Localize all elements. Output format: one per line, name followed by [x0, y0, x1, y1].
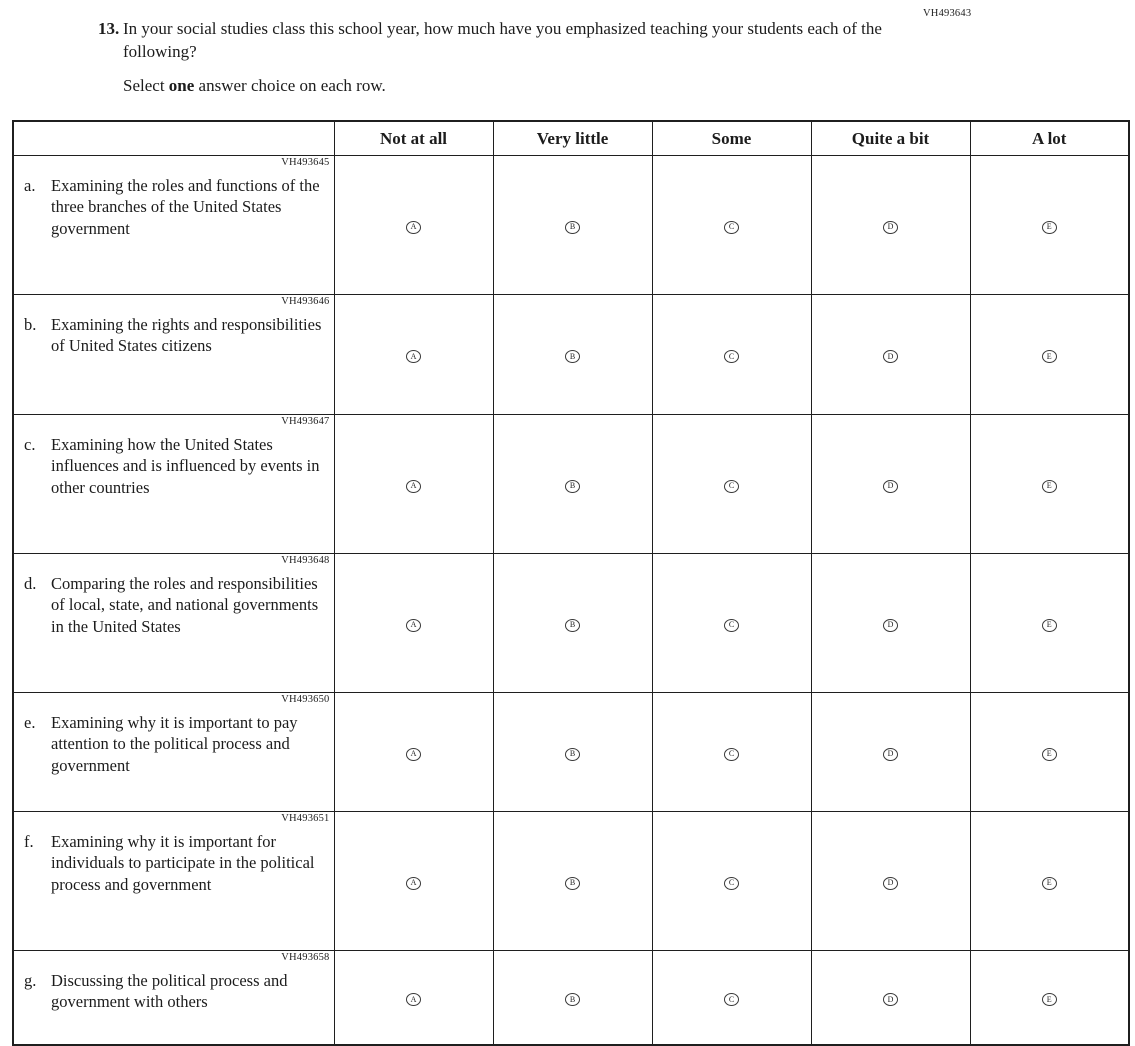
- option-cell-d: [811, 295, 970, 415]
- header-quite-a-bit: Quite a bit: [811, 121, 970, 156]
- option-bubble-c[interactable]: C: [724, 480, 739, 493]
- option-cell-b: [493, 554, 652, 693]
- header-not-at-all: Not at all: [334, 121, 493, 156]
- header-some: Some: [652, 121, 811, 156]
- option-bubble-c[interactable]: C: [724, 877, 739, 890]
- item-cell: [13, 693, 334, 812]
- option-cell-e: [970, 295, 1129, 415]
- row-text: Examining the rights and responsibilities of United States citizens: [51, 315, 322, 356]
- header-a-lot: A lot: [970, 121, 1129, 156]
- table-row: [13, 554, 1129, 693]
- table-row: [13, 951, 1129, 1046]
- option-bubble-e[interactable]: E: [1042, 877, 1057, 890]
- table-row: [13, 156, 1129, 295]
- option-cell-a: [334, 693, 493, 812]
- option-cell-d: [811, 951, 970, 1046]
- option-bubble-a[interactable]: A: [406, 350, 421, 363]
- option-bubble-b[interactable]: B: [565, 877, 580, 890]
- table-row: [13, 295, 1129, 415]
- row-code: VH493650: [281, 694, 330, 705]
- option-bubble-c[interactable]: C: [724, 221, 739, 234]
- table-row: [13, 693, 1129, 812]
- item-cell: [13, 951, 334, 1046]
- question-block: [98, 18, 888, 96]
- option-bubble-a[interactable]: A: [406, 877, 421, 890]
- row-label: g.: [24, 971, 37, 990]
- option-bubble-a[interactable]: A: [406, 748, 421, 761]
- option-cell-d: [811, 415, 970, 554]
- question-text: In your social studies class this school year, how much have you emphasized teaching your students each of the following?: [123, 19, 882, 61]
- row-code: VH493645: [281, 157, 330, 168]
- option-bubble-b[interactable]: B: [565, 350, 580, 363]
- option-bubble-e[interactable]: E: [1042, 480, 1057, 493]
- option-bubble-d[interactable]: D: [883, 619, 898, 632]
- row-label: b.: [24, 315, 37, 334]
- option-cell-c: [652, 554, 811, 693]
- item-cell: [13, 156, 334, 295]
- option-cell-c: [652, 693, 811, 812]
- option-bubble-c[interactable]: C: [724, 350, 739, 363]
- survey-matrix-table: [12, 120, 1130, 1046]
- option-bubble-d[interactable]: D: [883, 993, 898, 1006]
- option-bubble-e[interactable]: E: [1042, 993, 1057, 1006]
- table-row: [13, 415, 1129, 554]
- row-code: VH493651: [281, 813, 330, 824]
- option-cell-d: [811, 812, 970, 951]
- option-cell-d: [811, 693, 970, 812]
- option-bubble-e[interactable]: E: [1042, 619, 1057, 632]
- row-code: VH493646: [281, 296, 330, 307]
- row-label: f.: [24, 832, 34, 851]
- option-cell-e: [970, 951, 1129, 1046]
- question-instruction: [123, 76, 888, 96]
- header-very-little: Very little: [493, 121, 652, 156]
- option-bubble-c[interactable]: C: [724, 993, 739, 1006]
- option-bubble-c[interactable]: C: [724, 748, 739, 761]
- option-bubble-e[interactable]: E: [1042, 350, 1057, 363]
- row-label: c.: [24, 435, 36, 454]
- option-cell-b: [493, 951, 652, 1046]
- header-empty-cell: [13, 121, 334, 156]
- item: [24, 712, 328, 776]
- option-cell-e: [970, 554, 1129, 693]
- table-body: [13, 156, 1129, 1046]
- item-cell: [13, 415, 334, 554]
- option-cell-e: [970, 415, 1129, 554]
- item: [24, 175, 328, 239]
- option-bubble-b[interactable]: B: [565, 619, 580, 632]
- option-bubble-a[interactable]: A: [406, 619, 421, 632]
- option-cell-a: [334, 156, 493, 295]
- row-code: VH493647: [281, 416, 330, 427]
- option-cell-a: [334, 812, 493, 951]
- option-bubble-a[interactable]: A: [406, 993, 421, 1006]
- option-cell-a: [334, 295, 493, 415]
- option-bubble-a[interactable]: A: [406, 221, 421, 234]
- item: [24, 434, 328, 498]
- item-cell: [13, 295, 334, 415]
- option-bubble-d[interactable]: D: [883, 350, 898, 363]
- row-text: Discussing the political process and government with others: [51, 971, 288, 1012]
- row-text: Examining the roles and functions of the three branches of the United States government: [51, 176, 320, 238]
- header-row: [13, 121, 1129, 156]
- item: [24, 831, 328, 895]
- instruction-suffix: answer choice on each row.: [194, 75, 386, 95]
- option-cell-d: [811, 156, 970, 295]
- option-bubble-e[interactable]: E: [1042, 748, 1057, 761]
- option-bubble-e[interactable]: E: [1042, 221, 1057, 234]
- option-bubble-d[interactable]: D: [883, 480, 898, 493]
- option-cell-b: [493, 156, 652, 295]
- option-cell-e: [970, 156, 1129, 295]
- option-cell-c: [652, 951, 811, 1046]
- instruction-prefix: Select: [123, 75, 169, 95]
- option-cell-c: [652, 812, 811, 951]
- option-cell-a: [334, 554, 493, 693]
- item: [24, 573, 328, 637]
- option-bubble-b[interactable]: B: [565, 748, 580, 761]
- row-text: Examining why it is important for individuals to participate in the political process and government: [51, 832, 315, 894]
- option-cell-e: [970, 693, 1129, 812]
- option-cell-b: [493, 415, 652, 554]
- option-cell-a: [334, 951, 493, 1046]
- option-cell-c: [652, 415, 811, 554]
- question-number: 13.: [98, 19, 120, 38]
- row-label: d.: [24, 574, 37, 593]
- option-cell-b: [493, 812, 652, 951]
- option-bubble-b[interactable]: B: [565, 480, 580, 493]
- item-cell: [13, 812, 334, 951]
- accession-code: VH493643: [923, 8, 972, 19]
- option-cell-e: [970, 812, 1129, 951]
- option-bubble-d[interactable]: D: [883, 748, 898, 761]
- row-label: a.: [24, 176, 36, 195]
- item: [24, 314, 328, 357]
- option-bubble-b[interactable]: B: [565, 993, 580, 1006]
- table-row: [13, 812, 1129, 951]
- option-cell-b: [493, 295, 652, 415]
- option-bubble-c[interactable]: C: [724, 619, 739, 632]
- option-bubble-a[interactable]: A: [406, 480, 421, 493]
- option-bubble-d[interactable]: D: [883, 221, 898, 234]
- option-bubble-d[interactable]: D: [883, 877, 898, 890]
- option-cell-b: [493, 693, 652, 812]
- option-cell-c: [652, 156, 811, 295]
- row-code: VH493658: [281, 952, 330, 963]
- option-cell-d: [811, 554, 970, 693]
- instruction-bold: one: [168, 75, 195, 95]
- option-cell-c: [652, 295, 811, 415]
- row-code: VH493648: [281, 555, 330, 566]
- row-text: Examining why it is important to pay attention to the political process and government: [51, 713, 298, 775]
- table-header: [13, 121, 1129, 156]
- row-label: e.: [24, 713, 36, 732]
- item-cell: [13, 554, 334, 693]
- item: [24, 970, 328, 1013]
- row-text: Examining how the United States influences and is influenced by events in other countries: [51, 435, 320, 497]
- option-cell-a: [334, 415, 493, 554]
- option-bubble-b[interactable]: B: [565, 221, 580, 234]
- row-text: Comparing the roles and responsibilities of local, state, and national governments in the United States: [51, 574, 319, 636]
- question-main: [98, 18, 888, 64]
